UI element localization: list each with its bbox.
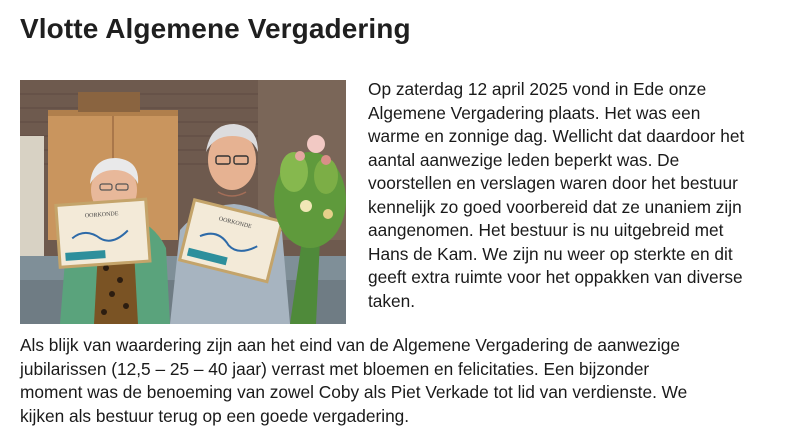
photo-illustration: [20, 80, 346, 324]
intro-line: voorstellen en verslagen waren door het bestuur: [368, 173, 738, 193]
intro-line: aantal aanwezige leden beperkt was. De: [368, 149, 680, 170]
intro-line: Hans de Kam. We zijn nu weer op sterkte en dit: [368, 243, 733, 264]
closing-line: moment was de benoeming van zowel Coby als Piet Verkade tot lid van verdienste. We: [20, 382, 688, 402]
intro-line: geeft extra ruimte voor het oppakken van diverse: [368, 267, 743, 287]
article-photo: [20, 80, 346, 324]
intro-line: kennelijk zo goed voorbereid dat ze unaniem zijn: [368, 196, 742, 217]
intro-line: Op zaterdag 12 april 2025 vond in Ede onze: [368, 79, 707, 99]
certificate-left: [56, 199, 150, 267]
closing-line: jubilarissen (12,5 – 25 – 40 jaar) verrast met bloemen en felicitaties. Een bijzonder: [20, 358, 650, 379]
certificate-left-heading: OORKONDE: [84, 211, 119, 220]
article-title: Vlotte Algemene Vergadering: [20, 13, 411, 44]
intro-line: aangenomen. Het bestuur is nu uitgebreid met: [368, 220, 724, 240]
closing-paragraph: [20, 334, 795, 428]
closing-line: Als blijk van waardering zijn aan het eind van de Algemene Vergadering de aanwezige: [20, 335, 681, 355]
intro-line: taken.: [368, 290, 416, 311]
intro-paragraph: [368, 78, 792, 313]
closing-line: kijken als bestuur terug op een goede vergadering.: [20, 405, 410, 426]
intro-line: warme en zonnige dag. Wellicht dat daardoor het: [368, 126, 745, 146]
certificate-right-heading: OORKONDE: [218, 216, 253, 231]
intro-line: Algemene Vergadering plaats. Het was een: [368, 102, 701, 123]
